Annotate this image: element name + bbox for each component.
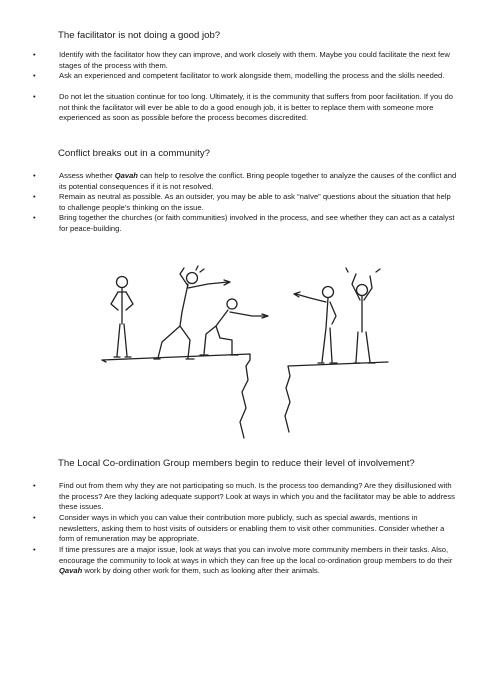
list-item [0, 50, 487, 71]
bullet-glyph: • [33, 50, 36, 59]
conflict-illustration [100, 262, 390, 444]
heading-facilitator: The facilitator is not doing a good job? [58, 30, 221, 41]
bullet-text: Do not let the situation continue for too long. Ultimately, it is the community that suffers from poor facilitation. If you do not think the facilitator will ever be able to do a good enough job, it is better to replace them with someone more experienced as soon as possible before the process becomes discredited. [59, 92, 453, 123]
bullet-glyph: • [33, 171, 36, 180]
figure-pointing-lunge [154, 266, 230, 359]
bullet-text: Bring together the churches (or faith communities) involved in the process, and see whether they can act as a catalyst for peace-building. [59, 213, 455, 233]
bullet-text: Remain as neutral as possible. As an outsider, you may be able to ask “naïve” questions about the situation that help to challenge people’s thinking on the issue. [59, 192, 451, 212]
list-item [0, 213, 487, 234]
bullet-text-post: work by doing other work for them, such as looking after their animals. [82, 566, 320, 576]
bullet-text: Identify with the facilitator how they can improve, and work closely with them. Maybe you could facilitate the next few stages of the process with them. [59, 50, 450, 70]
qavah-term: Qavah [114, 171, 138, 180]
bullet-glyph: • [33, 71, 36, 80]
heading-conflict: Conflict breaks out in a community? [58, 148, 210, 159]
bullet-text: Find out from them why they are not participating so much. Is the process too demanding? Are they disillusioned with the process? Are they lacking adequate support? Look at ways in which you and the facilitator may be able to address these issues. [59, 481, 455, 512]
bullet-glyph: • [33, 513, 36, 522]
bullet-glyph: • [33, 545, 36, 554]
bullet-text-pre: If time pressures are a major issue, look at ways that you can involve more community members in their tasks. Also, encourage the community to look at ways in which they can free up the local co-ordination group members to do their [59, 545, 453, 565]
list-item [0, 171, 487, 192]
bullet-text: Ask an experienced and competent facilitator to work alongside them, modelling the process and the skills needed. [59, 71, 445, 80]
list-item [0, 513, 487, 545]
heading-local-coordination: The Local Co-ordination Group members begin to reduce their level of involvement? [58, 458, 415, 469]
list-item [0, 545, 487, 577]
bullet-glyph: • [33, 481, 36, 490]
bullet-text-post: can help to resolve the conflict. Bring people together to analyze the causes of the conflict and its potential consequences if it is not resolved. [59, 171, 457, 191]
list-local-coordination [0, 481, 487, 577]
list-item [0, 71, 487, 92]
figure-crouching [200, 299, 268, 355]
list-item [0, 92, 487, 124]
bullet-text: Consider ways in which you can value their contribution more publicly, such as special awards, mentions in newsletters, asking them to host visits of outsiders or enabling them to visit other communities. Consider whether a form of remuneration may be appropriate. [59, 513, 445, 544]
figure-arms-raised [346, 268, 380, 363]
bullet-text-pre: Assess whether [59, 171, 115, 180]
bullet-glyph: • [33, 213, 36, 222]
list-conflict [0, 171, 487, 234]
figure-pointing-right [294, 287, 337, 364]
left-cliff [102, 354, 250, 438]
figure-standing-left [111, 277, 133, 358]
bullet-glyph: • [33, 192, 36, 201]
qavah-term: Qavah [59, 566, 83, 576]
right-cliff [285, 362, 388, 432]
bullet-glyph: • [33, 92, 36, 101]
list-facilitator [0, 50, 487, 124]
list-item [0, 481, 487, 513]
list-item [0, 192, 487, 213]
